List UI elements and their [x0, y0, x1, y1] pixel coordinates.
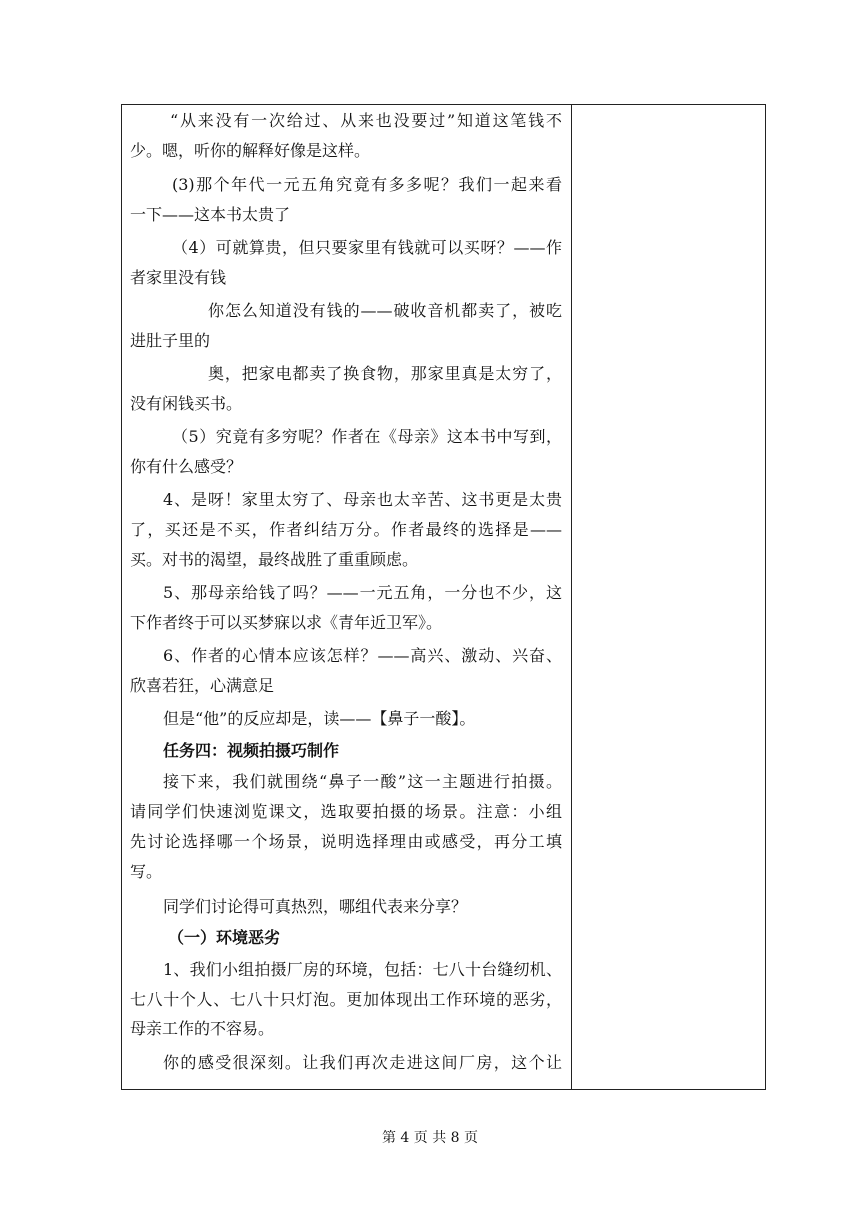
text-line: 6、作者的心情本应该怎样？——高兴、激动、兴奋、: [163, 646, 562, 666]
text-line: 一下——这本书太贵了: [130, 204, 291, 224]
page-number: 第 4 页 共 8 页: [381, 1130, 479, 1146]
lesson-content-cell: [130, 104, 562, 1090]
text-line: “从来没有一次给过、从来也没要过”知道这笔钱不: [170, 111, 562, 130]
section-heading: 任务四：视频拍摄巧制作: [163, 740, 340, 760]
subsection-heading: （一）环境恶劣: [168, 928, 281, 948]
text-line: 没有闲钱买书。: [130, 393, 243, 413]
text-line: 接下来，我们就围绕“鼻子一酸”这一主题进行拍摄。: [163, 772, 562, 792]
column-divider: [571, 104, 572, 1090]
text-line: 同学们讨论得可真热烈，哪组代表来分享？: [163, 896, 468, 916]
text-line: (3)那个年代一元五角究竟有多多呢？我们一起来看: [172, 174, 562, 194]
text-line: 你的感受很深刻。让我们再次走进这间厂房，这个让: [163, 1052, 562, 1072]
text-line: 欣喜若狂，心满意足: [130, 676, 275, 696]
text-line: 请同学们快速浏览课文，选取要拍摄的场景。注意：小组: [130, 802, 562, 822]
text-line: 1、我们小组拍摄厂房的环境，包括：七八十台缝纫机、: [163, 959, 562, 979]
text-line: 先讨论选择哪一个场景，说明选择理由或感受，再分工填: [130, 831, 562, 851]
text-line: （4）可就算贵，但只要家里有钱就可以买呀？——作: [172, 238, 562, 258]
text-line: （5）究竟有多穷呢？作者在《母亲》这本书中写到，: [172, 427, 562, 447]
text-line: 奥，把家电都卖了换食物，那家里真是太穷了，: [208, 364, 562, 384]
text-line: 下作者终于可以买梦寐以求《青年近卫军》。: [130, 612, 443, 632]
text-line: 5、那母亲给钱了吗？——一元五角，一分也不少，这: [163, 583, 562, 603]
text-line: 母亲工作的不容易。: [130, 1019, 275, 1039]
text-line: 但是“他”的反应却是，读——【鼻子一酸】。: [163, 709, 476, 729]
text-line: 买。对书的渴望，最终战胜了重重顾虑。: [130, 549, 419, 569]
text-line: 4、是呀！家里太穷了、母亲也太辛苦、这书更是太贵: [163, 490, 562, 510]
text-line: 你怎么知道没有钱的——破收音机都卖了，被吃: [208, 301, 562, 321]
notes-cell: [573, 104, 765, 1090]
text-line: 七八十个人、七八十只灯泡。更加体现出工作环境的恶劣，: [130, 989, 562, 1009]
text-line: 写。: [130, 861, 163, 881]
text-line: 少。嗯，听你的解释好像是这样。: [130, 140, 371, 160]
text-line: 进肚子里的: [130, 330, 211, 350]
text-line: 者家里没有钱: [130, 267, 227, 287]
text-line: 你有什么感受？: [130, 457, 243, 477]
text-line: 了，买还是不买，作者纠结万分。作者最终的选择是——: [130, 520, 562, 540]
